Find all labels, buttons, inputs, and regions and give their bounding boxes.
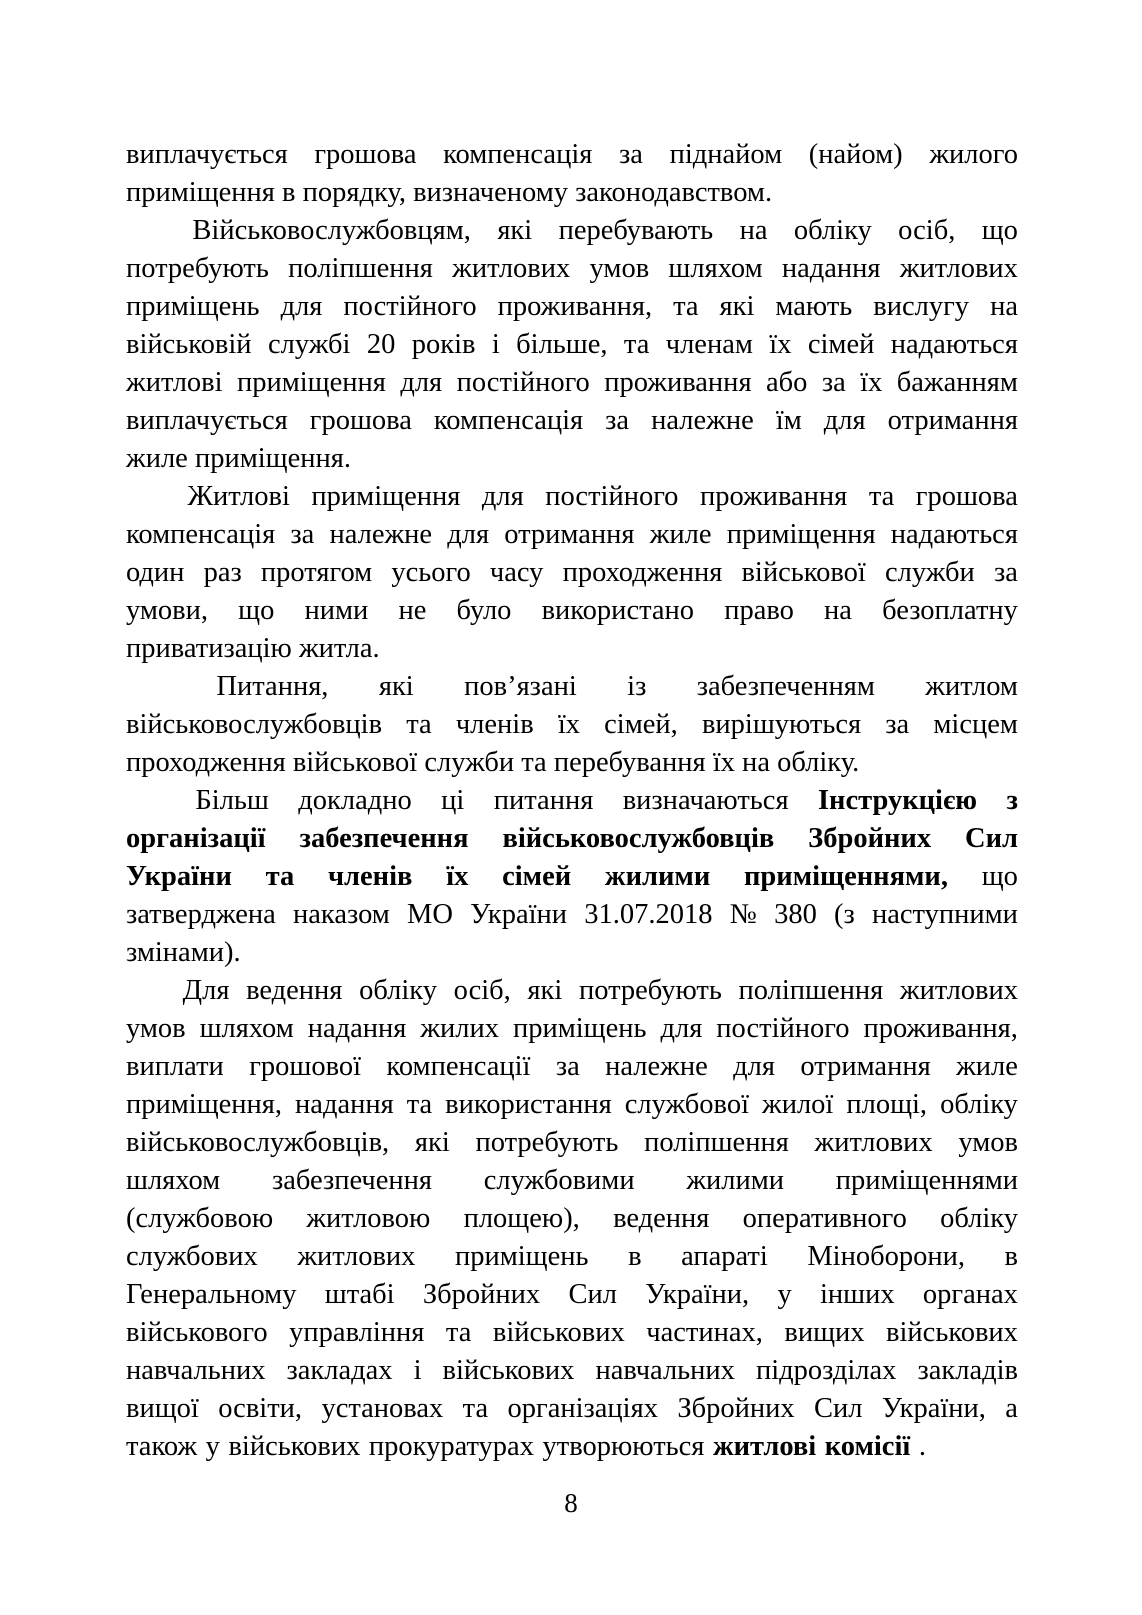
text-run: жилих: [420, 1013, 500, 1044]
text-run: вищої: [126, 1393, 199, 1424]
text-run: проживання: [604, 367, 752, 398]
text-run: використання: [445, 1089, 612, 1120]
text-run: та: [868, 481, 895, 512]
text-run: потребують: [126, 253, 269, 284]
text-run: України: [470, 899, 568, 930]
text-run: житлових: [814, 1127, 933, 1158]
text-run: компенсація: [433, 405, 584, 436]
text-line: [126, 744, 1018, 782]
text-run: частинах,: [646, 1317, 763, 1348]
text-line: [126, 1048, 1018, 1086]
text-line: [126, 782, 1018, 820]
text-run: осіб,: [898, 215, 956, 246]
text-run: проходження: [562, 557, 723, 588]
text-run: Сил: [814, 1393, 863, 1424]
text-run: №: [729, 899, 757, 930]
text-run: для: [660, 1013, 703, 1044]
text-run: Збройних: [422, 1279, 541, 1310]
text-run: у: [205, 1431, 220, 1462]
text-run: грошова: [309, 405, 412, 436]
text-run-bold: Сил: [964, 823, 1018, 854]
text-run: вирішуються: [701, 709, 862, 740]
text-run: вислугу: [873, 291, 970, 322]
text-line: [126, 1010, 1018, 1048]
text-run-bold: їх: [446, 861, 469, 892]
text-run: за: [555, 1051, 580, 1082]
text-run: шляхом: [668, 253, 763, 284]
text-run: та: [623, 329, 650, 360]
text-run: поліпшення: [644, 1127, 789, 1158]
text-run: військовослужбовців: [126, 709, 383, 740]
text-run: для: [400, 367, 443, 398]
text-run: управління: [289, 1317, 425, 1348]
text-run: грошова: [915, 481, 1018, 512]
text-run: Більш: [195, 785, 269, 816]
text-run: жиле приміщення.: [126, 443, 351, 474]
text-run: отримання: [887, 405, 1018, 436]
text-run: військовій: [126, 329, 252, 360]
text-run: проходження військової служби та перебування їх на обліку.: [126, 747, 860, 778]
text-run: компенсації: [386, 1051, 531, 1082]
text-run: перебувають: [558, 215, 714, 246]
text-run: для: [447, 519, 490, 550]
text-run: оперативного: [742, 1203, 907, 1234]
text-run: підрозділах: [755, 1355, 897, 1386]
text-run: шляхом: [126, 1165, 221, 1196]
text-line: [126, 1390, 1018, 1428]
text-run: навчальних: [595, 1355, 735, 1386]
text-run: змінами).: [126, 937, 241, 968]
text-line: [126, 326, 1018, 364]
text-run: визначаються: [622, 785, 789, 816]
text-run: використано: [541, 595, 695, 626]
text-run: затверджена: [126, 899, 276, 930]
text-run-bold: житлові: [712, 1431, 817, 1462]
text-line: [126, 1238, 1018, 1276]
text-run: для: [481, 481, 524, 512]
text-run: закладів: [917, 1355, 1018, 1386]
text-run: належне: [329, 519, 433, 550]
text-line: [126, 820, 1018, 858]
text-run: житлових: [297, 1241, 416, 1272]
text-run: забезпечення: [271, 1165, 433, 1196]
text-run-bold: забезпечення: [299, 823, 469, 854]
text-run: органах: [922, 1279, 1018, 1310]
text-run-bold: сімей: [502, 861, 572, 892]
text-run: (найом): [808, 139, 903, 170]
text-run: обліку: [940, 1203, 1018, 1234]
text-line: [126, 136, 1018, 174]
text-run: приміщення: [236, 367, 386, 398]
text-run: раз: [203, 557, 242, 588]
text-run: сімей: [807, 329, 875, 360]
text-run: грошової: [249, 1051, 362, 1082]
text-run: умов: [126, 1013, 186, 1044]
text-line: [126, 858, 1018, 896]
text-run-bold: України: [126, 861, 232, 892]
text-run: МО: [407, 899, 453, 930]
text-line: [126, 288, 1018, 326]
text-run: та: [406, 1089, 433, 1120]
text-run: належне: [651, 405, 754, 436]
text-run: Військовослужбовцям,: [192, 215, 471, 246]
text-line: [126, 1200, 1018, 1238]
text-run: виплачується: [126, 405, 288, 436]
text-run: військових: [228, 1431, 361, 1462]
text-run: для: [733, 1051, 776, 1082]
text-run: військових: [492, 1317, 625, 1348]
text-run: Питання,: [216, 671, 329, 702]
text-run: службовими: [483, 1165, 635, 1196]
text-run: приміщення,: [126, 1089, 283, 1120]
text-run: площею),: [463, 1203, 580, 1234]
text-line: [126, 934, 1018, 972]
text-run: ведення: [246, 975, 343, 1006]
document-body: [126, 136, 1018, 1466]
text-run-bold: Інструкцією: [817, 785, 978, 816]
text-run: ці: [441, 785, 465, 816]
text-run-bold: військовослужбовців: [502, 823, 775, 854]
text-run: та: [462, 1393, 489, 1424]
text-run: а: [1005, 1393, 1018, 1424]
text-run: приміщень: [454, 1241, 589, 1272]
text-run: військових: [442, 1355, 575, 1386]
text-run: надання: [307, 1013, 407, 1044]
text-run: житлові: [126, 367, 223, 398]
text-run: виплати: [126, 1051, 224, 1082]
text-run: військовослужбовців,: [126, 1127, 390, 1158]
text-run-bold: Збройних: [808, 823, 932, 854]
text-run-bold: членів: [327, 861, 413, 892]
text-run: що: [981, 215, 1018, 246]
text-run: вищих: [784, 1317, 865, 1348]
text-run: надання: [295, 1089, 394, 1120]
text-run: обліку: [793, 215, 872, 246]
text-run: які: [414, 1127, 450, 1158]
text-run: у: [777, 1279, 792, 1310]
text-line: [126, 1124, 1018, 1162]
text-run: надання: [781, 253, 881, 284]
text-run: безоплатну: [882, 595, 1018, 626]
text-run: постійного: [545, 481, 679, 512]
text-run: жилого: [929, 139, 1018, 170]
text-run: (службовою: [126, 1203, 274, 1234]
text-run: та: [406, 709, 432, 740]
text-line: [126, 1162, 1018, 1200]
text-run: більше,: [516, 329, 608, 360]
text-line: [126, 440, 1018, 478]
text-run: площі,: [846, 1089, 928, 1120]
text-run: жиле: [956, 1051, 1018, 1082]
text-run: службі: [267, 329, 351, 360]
text-run: шляхом: [199, 1013, 294, 1044]
text-run: надаються: [890, 329, 1018, 360]
text-line: [126, 592, 1018, 630]
text-run: компенсація: [443, 139, 593, 170]
text-run: обліку: [359, 975, 437, 1006]
text-run: навчальних: [126, 1355, 266, 1386]
text-run: освіти,: [218, 1393, 303, 1424]
text-run: виплачується: [126, 139, 288, 170]
text-run: докладно: [298, 785, 412, 816]
text-run: за: [619, 139, 643, 170]
text-run: Житлові: [187, 481, 290, 512]
text-run: 380: [774, 899, 817, 930]
text-run: їх: [769, 329, 792, 360]
text-run: право: [724, 595, 794, 626]
text-run: житлових: [899, 975, 1018, 1006]
text-run: житлових: [452, 253, 571, 284]
text-line: [126, 1314, 1018, 1352]
text-run: приміщень: [126, 291, 260, 322]
text-run: на: [739, 215, 768, 246]
text-run: потребують: [475, 1127, 619, 1158]
text-line: [126, 630, 1018, 668]
text-run: потребують: [578, 975, 722, 1006]
text-run: наказом: [293, 899, 390, 930]
text-run-bold: організації: [126, 823, 266, 854]
text-run: протягом: [260, 557, 373, 588]
text-run: за: [821, 367, 846, 398]
text-line: [126, 516, 1018, 554]
text-run: їм: [775, 405, 802, 436]
text-run: Для: [182, 975, 230, 1006]
text-line: [126, 212, 1018, 250]
text-run: обліку: [940, 1089, 1018, 1120]
text-run: утворюються: [542, 1431, 705, 1462]
text-run: питання: [493, 785, 594, 816]
text-line: [126, 554, 1018, 592]
text-run: жиле: [649, 519, 712, 550]
text-run: членів: [455, 709, 534, 740]
text-run: умови,: [126, 595, 208, 626]
text-line: [126, 478, 1018, 516]
text-run: 31.07.2018: [584, 899, 713, 930]
text-run: також: [126, 1431, 198, 1462]
text-run: на: [824, 595, 852, 626]
text-run: проживання,: [497, 291, 653, 322]
text-run: мають: [775, 291, 853, 322]
text-run: за: [605, 405, 630, 436]
text-run: організаціях: [507, 1393, 658, 1424]
text-run: які: [378, 671, 414, 702]
text-run-bold: комісії: [824, 1431, 911, 1462]
text-run: службових: [126, 1241, 258, 1272]
text-run: інших: [820, 1279, 895, 1310]
text-run: грошова: [314, 139, 417, 170]
text-run: членам: [665, 329, 753, 360]
text-run: для: [280, 291, 323, 322]
text-run: їх: [557, 709, 580, 740]
text-run: які: [527, 975, 563, 1006]
text-run: України,: [881, 1393, 986, 1424]
text-run: житлових: [899, 253, 1018, 284]
text-run: один: [126, 557, 185, 588]
text-run: із: [627, 671, 647, 702]
text-run: приміщень: [512, 1013, 647, 1044]
text-run: постійного: [456, 367, 590, 398]
text-run: .: [918, 1431, 926, 1462]
text-run: постійного: [716, 1013, 850, 1044]
text-line: [126, 668, 1018, 706]
text-run: піднайом: [669, 139, 783, 170]
text-run: що: [981, 861, 1018, 892]
text-run: установах: [321, 1393, 444, 1424]
text-run: служби: [884, 557, 975, 588]
text-run: було: [456, 595, 512, 626]
text-run: ведення: [613, 1203, 710, 1234]
text-run: належне: [605, 1051, 708, 1082]
text-run: сімей,: [604, 709, 678, 740]
text-run-bold: з: [1006, 785, 1018, 816]
text-run: військової: [741, 557, 866, 588]
text-run: 20: [366, 329, 396, 360]
text-run: приміщення: [311, 481, 461, 512]
text-run: жилими: [686, 1165, 785, 1196]
text-run: приміщення в порядку, визначеному законодавством.: [126, 177, 773, 208]
page-number: 8: [564, 1488, 578, 1518]
text-run: осіб,: [453, 975, 511, 1006]
text-run-bold: приміщеннями,: [744, 861, 948, 892]
text-line: [126, 1086, 1018, 1124]
text-run: військового: [126, 1317, 268, 1348]
text-run: і: [491, 329, 500, 360]
text-run: умов: [958, 1127, 1018, 1158]
text-run: за: [290, 519, 315, 550]
text-run: постійного: [343, 291, 477, 322]
text-run: та: [673, 291, 699, 322]
text-run: Міноборони,: [807, 1241, 965, 1272]
text-run-bold: жилими: [604, 861, 711, 892]
text-run: штабі: [324, 1279, 395, 1310]
text-run: Сил: [568, 1279, 617, 1310]
text-run: бажанням: [896, 367, 1018, 398]
text-run: і: [413, 1355, 422, 1386]
text-line: [126, 364, 1018, 402]
text-line: [126, 1428, 1018, 1466]
text-line: [126, 706, 1018, 744]
text-line: [126, 250, 1018, 288]
text-run: в: [1004, 1241, 1018, 1272]
text-run: отримання: [504, 519, 635, 550]
text-run: за: [885, 709, 910, 740]
text-run: компенсація: [126, 519, 276, 550]
text-run: не: [398, 595, 427, 626]
text-run: Генеральному: [126, 1279, 297, 1310]
text-run: які: [497, 215, 533, 246]
text-run: що: [238, 595, 275, 626]
text-run: приватизацію житла.: [126, 633, 380, 664]
text-run: приміщеннями: [835, 1165, 1018, 1196]
text-run: пов’язані: [464, 671, 577, 702]
text-run: місцем: [933, 709, 1018, 740]
text-line: [126, 402, 1018, 440]
text-run: приміщення: [726, 519, 876, 550]
text-run: які: [719, 291, 755, 322]
text-run: часу: [489, 557, 544, 588]
text-run: проживання: [699, 481, 848, 512]
text-line: [126, 972, 1018, 1010]
text-run: на: [990, 291, 1018, 322]
text-run: апараті: [681, 1241, 768, 1272]
text-line: [126, 1352, 1018, 1390]
text-run: житловою: [306, 1203, 431, 1234]
text-line: [126, 896, 1018, 934]
text-run: наступними: [871, 899, 1018, 930]
text-run: службової: [624, 1089, 749, 1120]
text-run: Збройних: [677, 1393, 795, 1424]
text-run: або: [765, 367, 808, 398]
text-run: надаються: [890, 519, 1018, 550]
text-run: (з: [834, 899, 855, 930]
text-run: та: [445, 1317, 472, 1348]
text-run: закладах: [286, 1355, 393, 1386]
text-run: за: [993, 557, 1018, 588]
text-run: України,: [645, 1279, 750, 1310]
text-run: їх: [860, 367, 883, 398]
text-run: отримання: [800, 1051, 931, 1082]
text-run: житлом: [925, 671, 1018, 702]
text-run: забезпеченням: [696, 671, 875, 702]
text-run: умов: [589, 253, 650, 284]
text-run: ними: [304, 595, 369, 626]
text-line: [126, 1276, 1018, 1314]
text-run: жилої: [762, 1089, 834, 1120]
text-run: років: [411, 329, 476, 360]
text-line: [126, 174, 1018, 212]
text-run: усього: [391, 557, 471, 588]
text-run: поліпшення: [288, 253, 433, 284]
text-run: проживання,: [863, 1013, 1018, 1044]
text-run-bold: та: [265, 861, 295, 892]
text-run: в: [628, 1241, 642, 1272]
text-run: поліпшення: [738, 975, 884, 1006]
text-run: військових: [886, 1317, 1018, 1348]
text-run: для: [823, 405, 866, 436]
text-run: прокуратурах: [368, 1431, 534, 1462]
